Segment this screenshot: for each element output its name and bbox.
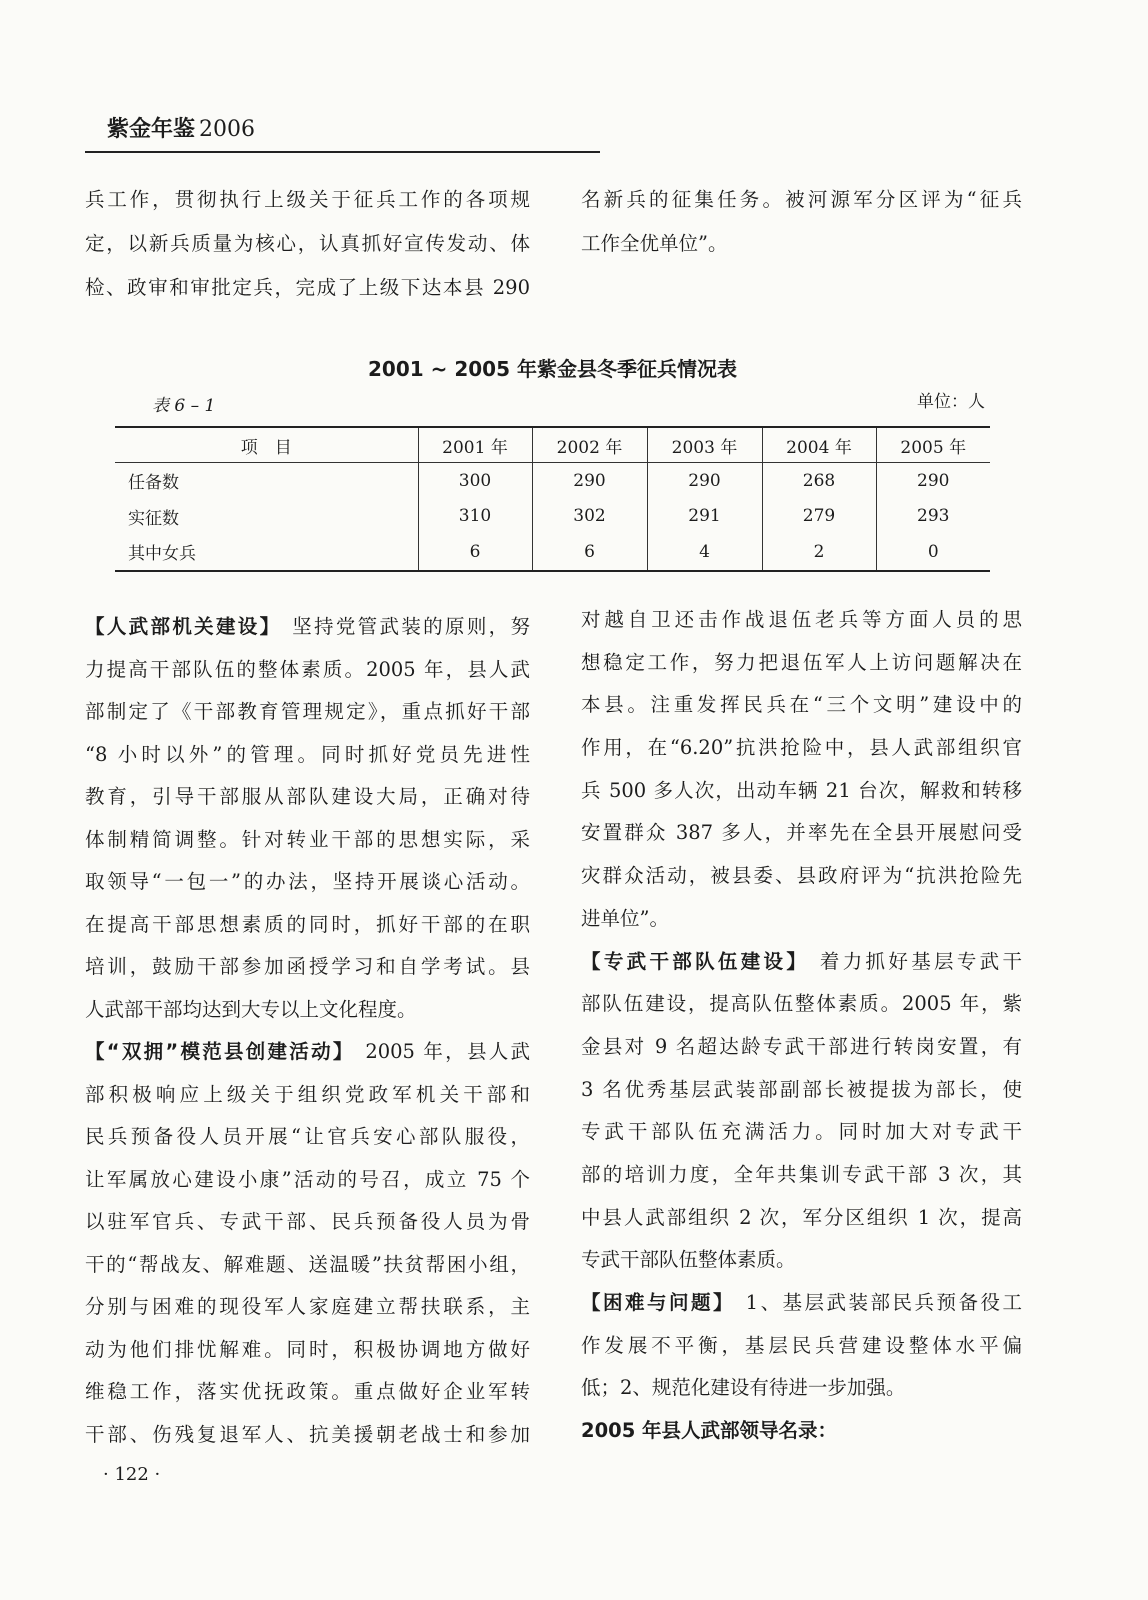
section-first-line bbox=[581, 1282, 1022, 1325]
table-row bbox=[115, 463, 990, 499]
text-line: 干的“帮战友、解难题、送温暖”扶贫帮困小组， bbox=[85, 1252, 530, 1276]
section-first-line bbox=[581, 941, 1022, 984]
text-line: 低；2、规范化建设有待进一步加强。 bbox=[581, 1376, 906, 1400]
column-header: 2004 年 bbox=[762, 427, 876, 463]
text-line: 进单位”。 bbox=[581, 906, 669, 930]
text-line: 定，以新兵质量为核心，认真抓好宣传发动、体 bbox=[85, 232, 530, 255]
text-segment: 1、基层武装部民兵预备役工 bbox=[745, 1291, 1022, 1314]
section-heading: 【人武部机关建设】 bbox=[85, 615, 282, 638]
table-cell: 268 bbox=[762, 463, 876, 499]
text-line: 本县。注重发挥民兵在“三个文明”建设中的 bbox=[581, 693, 1022, 717]
text-segment: 着力抓好基层专武干 bbox=[819, 949, 1022, 973]
table-header-row bbox=[115, 427, 990, 463]
text-line: 分别与困难的现役军人家庭建立帮扶联系，主 bbox=[85, 1295, 530, 1318]
text-line: 部的培训力度，全年共集训专武干部 3 次，其 bbox=[581, 1162, 1022, 1186]
table-cell: 279 bbox=[762, 499, 876, 535]
text-line: 作用，在“6.20”抗洪抢险中，县人武部组织官 bbox=[581, 736, 1022, 760]
text-line: 干部、伤残复退军人、抗美援朝老战士和参加 bbox=[85, 1422, 530, 1446]
text-line: 力提高干部队伍的整体素质。2005 年，县人武 bbox=[85, 657, 530, 681]
text-line: 培训，鼓励干部参加函授学习和自学考试。县 bbox=[85, 955, 530, 978]
text-line: 维稳工作，落实优抚政策。重点做好企业军转 bbox=[85, 1380, 530, 1403]
text-segment: 2005 年，县人武 bbox=[365, 1040, 530, 1063]
section-heading: 【困难与问题】 bbox=[581, 1291, 735, 1314]
table-number: 表 6 – 1 bbox=[152, 396, 216, 416]
text-line: 兵工作，贯彻执行上级关于征兵工作的各项规 bbox=[85, 188, 530, 211]
table-row bbox=[115, 499, 990, 535]
column-header: 2003 年 bbox=[647, 427, 762, 463]
table-cell: 290 bbox=[876, 463, 990, 499]
table-cell: 290 bbox=[532, 463, 647, 499]
body-left-column bbox=[85, 606, 530, 1456]
text-line: 名新兵的征集任务。被河源军分区评为“征兵 bbox=[581, 188, 1022, 211]
body-right-column bbox=[581, 599, 1022, 1453]
text-segment: 坚持党管武装的原则，努 bbox=[292, 615, 530, 638]
column-header: 项 目 bbox=[115, 427, 418, 463]
text-line: 部队伍建设，提高队伍整体素质。2005 年，紫 bbox=[581, 992, 1022, 1016]
column-header: 2001 年 bbox=[418, 427, 532, 463]
text-line: 中县人武部组织 2 次，军分区组织 1 次，提高 bbox=[581, 1205, 1022, 1229]
running-header-title: 紫金年鉴 bbox=[107, 117, 196, 142]
intro-left-column bbox=[85, 178, 530, 310]
text-line: 专武干部队伍充满活力。同时加大对专武干 bbox=[581, 1120, 1022, 1144]
running-header-year: 2006 bbox=[199, 117, 256, 142]
text-line: 动为他们排忧解难。同时，积极协调地方做好 bbox=[85, 1337, 530, 1361]
table-cell: 6 bbox=[532, 534, 647, 571]
text-line: 金县对 9 名超达龄专武干部进行转岗安置，有 bbox=[581, 1034, 1022, 1058]
text-line: 部制定了《干部教育管理规定》，重点抓好干部 bbox=[85, 700, 530, 723]
row-label: 实征数 bbox=[128, 508, 179, 529]
leadership-list-title: 2005 年县人武部领导名录： bbox=[581, 1419, 838, 1443]
row-label: 其中女兵 bbox=[128, 544, 196, 565]
text-line: “8 小时以外”的管理。同时抓好党员先进性 bbox=[85, 742, 530, 766]
table-cell: 293 bbox=[876, 499, 990, 535]
column-header: 2005 年 bbox=[876, 427, 990, 463]
section-first-line bbox=[85, 1031, 530, 1074]
table-cell: 4 bbox=[647, 534, 762, 571]
text-line: 部积极响应上级关于组织党政军机关干部和 bbox=[85, 1082, 530, 1106]
text-line: 检、政审和审批定兵，完成了上级下达本县 290 bbox=[85, 276, 530, 299]
text-line: 安置群众 387 多人，并率先在全县开展慰问受 bbox=[581, 821, 1022, 845]
text-line: 取领导“一包一”的办法，坚持开展谈心活动。 bbox=[85, 870, 530, 893]
table-unit: 单位：人 bbox=[917, 392, 985, 412]
table-cell: 0 bbox=[876, 534, 990, 571]
table-cell: 291 bbox=[647, 499, 762, 535]
table-cell: 300 bbox=[418, 463, 532, 499]
text-line: 在提高干部思想素质的同时，抓好干部的在职 bbox=[85, 912, 530, 936]
text-line: 让军属放心建设小康”活动的号召，成立 75 个 bbox=[85, 1167, 530, 1191]
text-line: 想稳定工作，努力把退伍军人上访问题解决在 bbox=[581, 650, 1022, 674]
row-label: 任备数 bbox=[128, 473, 179, 494]
conscription-table bbox=[115, 426, 990, 572]
table-cell: 6 bbox=[418, 534, 532, 571]
running-header bbox=[107, 116, 255, 144]
header-rule bbox=[85, 151, 600, 153]
intro-right-column bbox=[581, 178, 1022, 266]
text-line: 体制精简调整。针对转业干部的思想实际，采 bbox=[85, 827, 530, 851]
text-line: 兵 500 多人次，出动车辆 21 台次，解救和转移 bbox=[581, 778, 1022, 802]
text-line: 民兵预备役人员开展“让官兵安心部队服役， bbox=[85, 1125, 530, 1148]
text-line: 作发展不平衡，基层民兵营建设整体水平偏 bbox=[581, 1333, 1022, 1357]
text-line: 3 名优秀基层武装部副部长被提拔为部长，使 bbox=[581, 1077, 1022, 1101]
section-heading: 【“双拥”模范县创建活动】 bbox=[85, 1040, 355, 1063]
table-row bbox=[115, 534, 990, 571]
table-title: 2001 ~ 2005 年紫金县冬季征兵情况表 bbox=[368, 357, 737, 381]
text-line: 灾群众活动，被县委、县政府评为“抗洪抢险先 bbox=[581, 864, 1022, 888]
text-line: 对越自卫还击作战退伍老兵等方面人员的思 bbox=[581, 608, 1022, 631]
text-line: 人武部干部均达到大专以上文化程度。 bbox=[85, 997, 417, 1021]
section-first-line bbox=[85, 606, 530, 649]
text-line: 专武干部队伍整体素质。 bbox=[581, 1248, 796, 1272]
text-line: 教育，引导干部服从部队建设大局，正确对待 bbox=[85, 785, 530, 808]
table-cell: 2 bbox=[762, 534, 876, 571]
table-cell: 302 bbox=[532, 499, 647, 535]
text-line: 工作全优单位”。 bbox=[581, 232, 728, 255]
page-number: · 122 · bbox=[103, 1464, 161, 1485]
table-cell: 290 bbox=[647, 463, 762, 499]
text-line: 以驻军官兵、专武干部、民兵预备役人员为骨 bbox=[85, 1210, 530, 1233]
column-header: 2002 年 bbox=[532, 427, 647, 463]
table-cell: 310 bbox=[418, 499, 532, 535]
section-heading: 【专武干部队伍建设】 bbox=[581, 949, 810, 973]
